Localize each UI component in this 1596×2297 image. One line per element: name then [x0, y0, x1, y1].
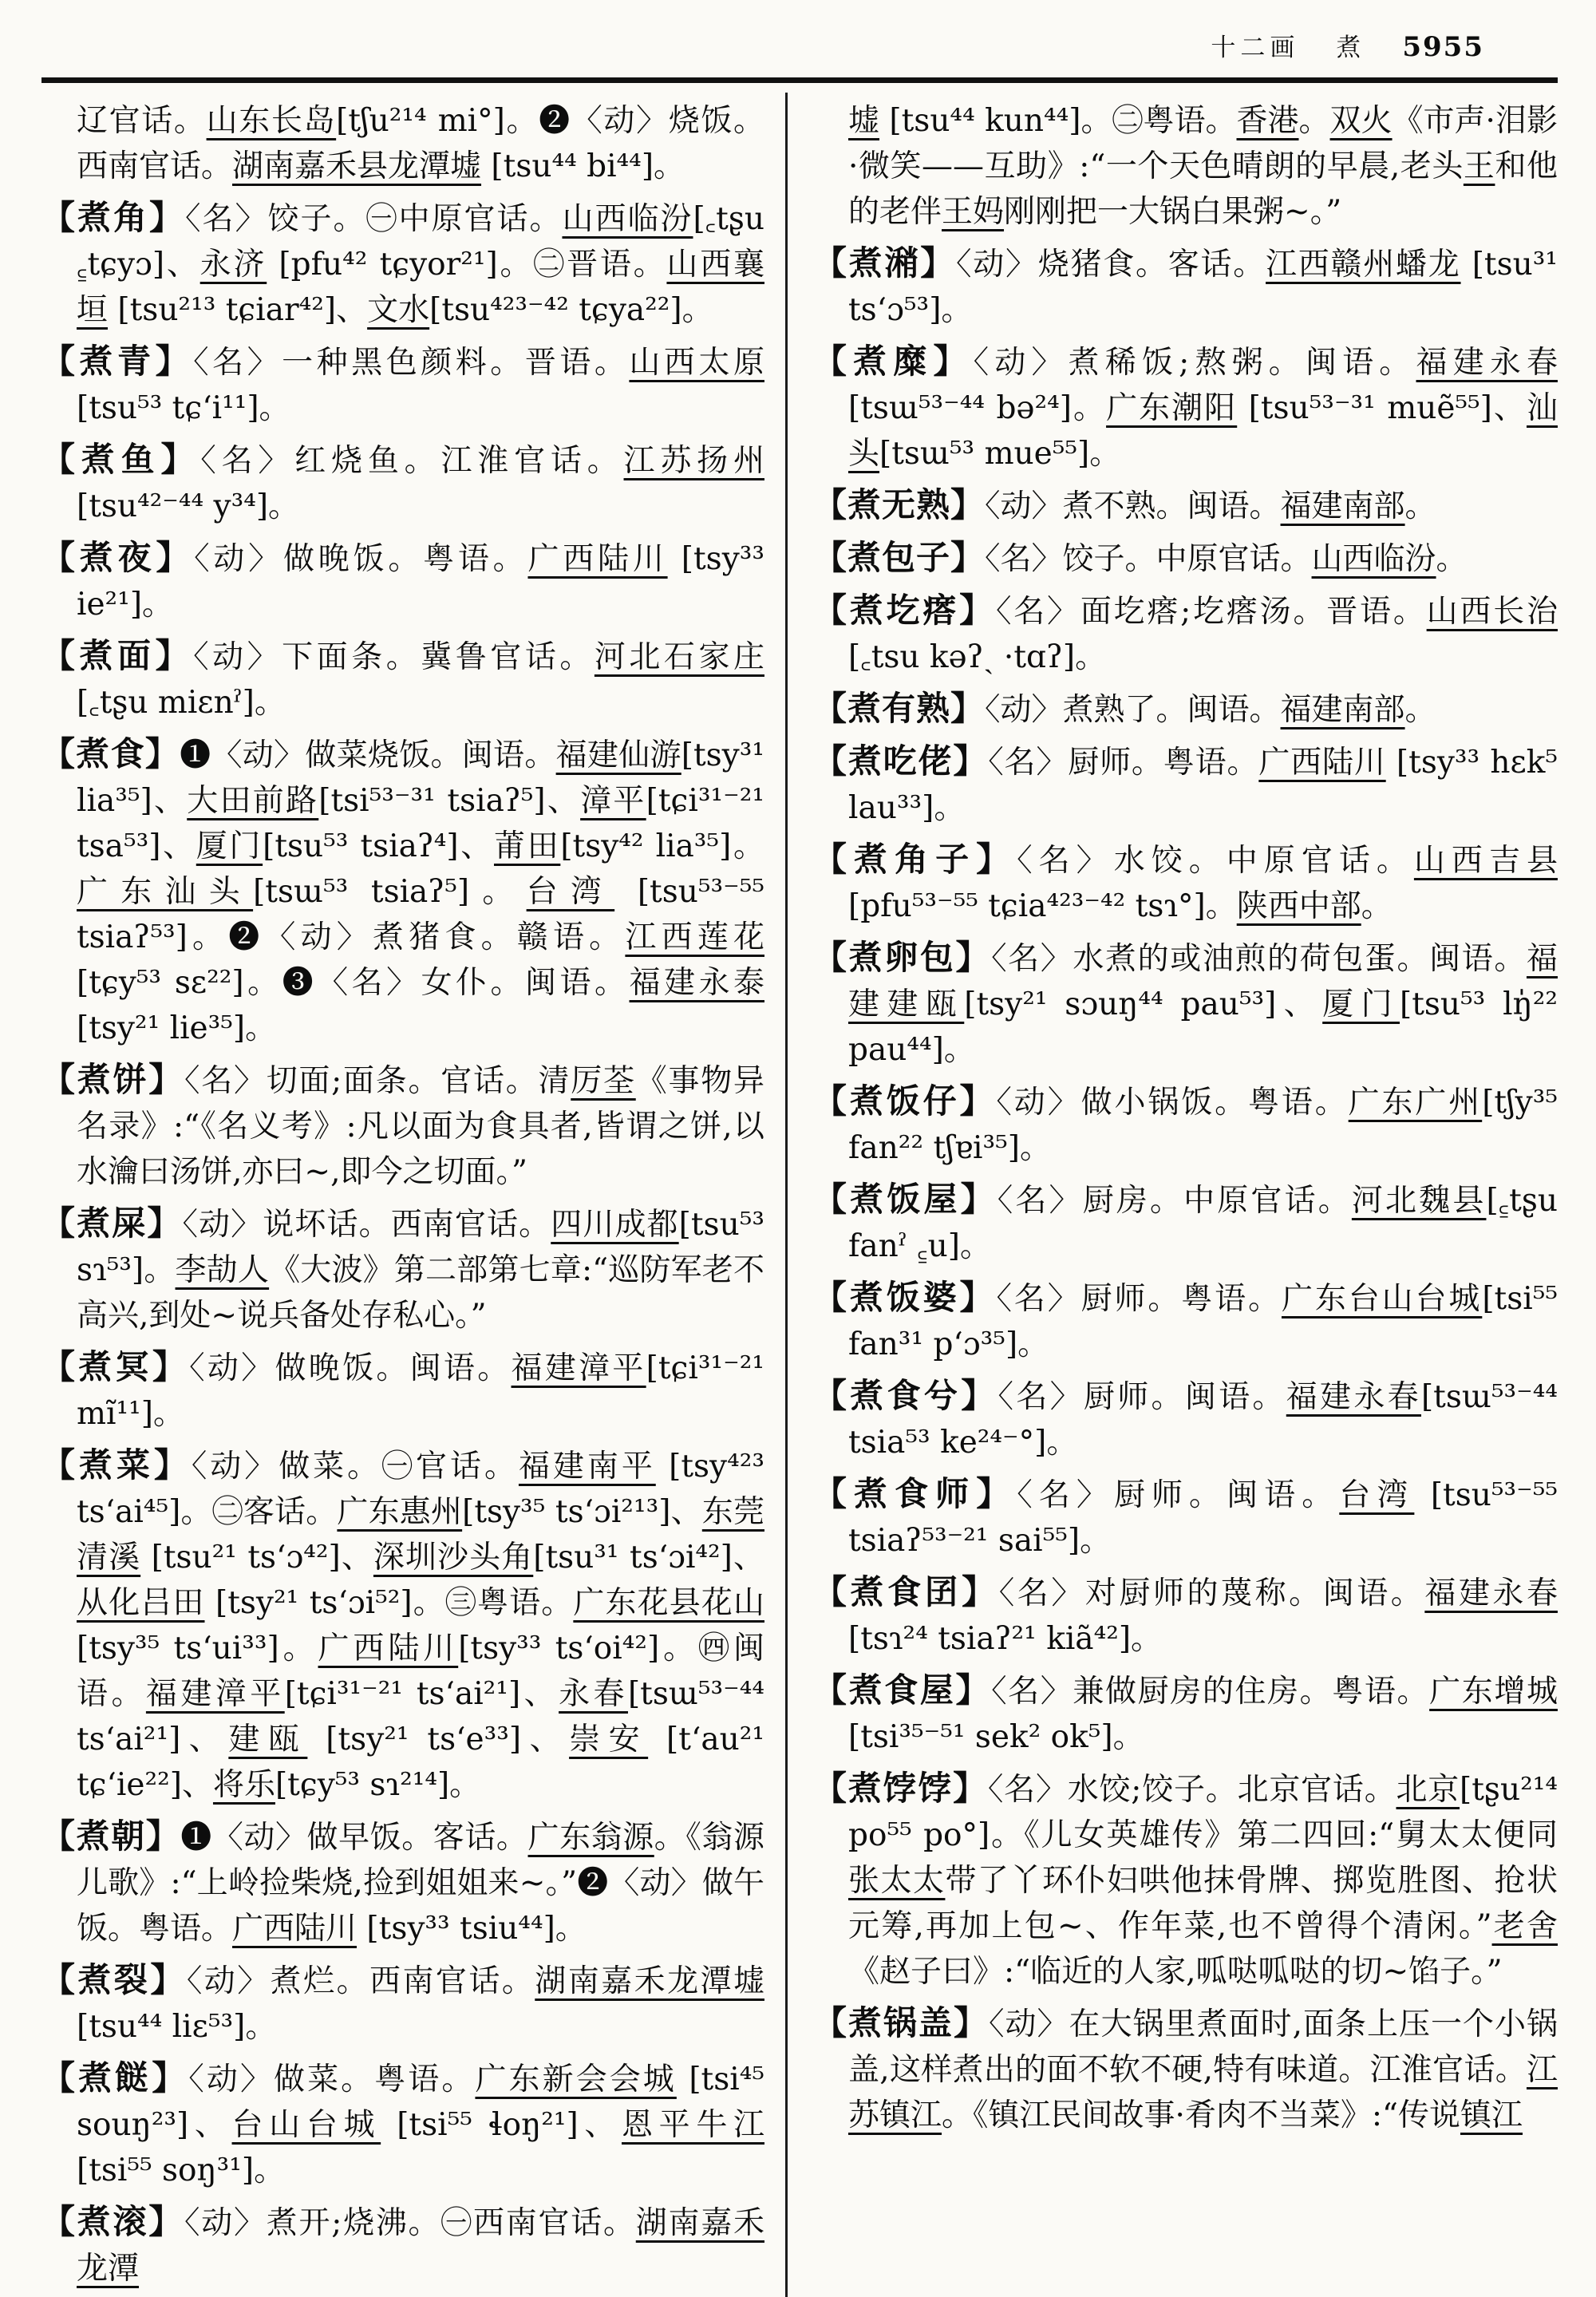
proper-noun-underlined: 东莞清溪: [77, 1494, 764, 1575]
entry-headword: 【煮冥】: [41, 1347, 190, 1386]
proper-noun-underlined: 湖南嘉禾龙潭墟: [535, 1963, 764, 1999]
proper-noun-underlined: 将乐: [212, 1767, 275, 1803]
entry-text: [tsy³⁵ ts‘ɔi²¹³]、: [462, 1494, 702, 1530]
entry-text: [tɕi³¹⁻²¹ ts‘ai²¹]、: [284, 1676, 559, 1712]
proper-noun-underlined: 北京: [1396, 1772, 1460, 1808]
proper-noun-underlined: 山西太原: [629, 345, 764, 381]
entry-text: 〈动〉煮不熟。闽语。: [985, 488, 1281, 524]
entry-headword: 【煮角】: [41, 198, 185, 237]
proper-noun-underlined: 厉荃: [571, 1063, 636, 1099]
dict-entry: [41, 2199, 764, 2291]
entry-text: [tsu²¹³ tɕiar⁴²]、: [108, 292, 368, 328]
entry-headword: 【煮饭仔】: [813, 1081, 997, 1121]
proper-noun-underlined: 福建南部: [1280, 488, 1405, 524]
entry-headword: 【煮面】: [41, 636, 194, 675]
dict-entry: [813, 1176, 1558, 1269]
dict-entry: [813, 686, 1558, 733]
proper-noun-underlined: 河北石家庄: [594, 639, 764, 675]
proper-noun-underlined: 广东潮阳: [1106, 390, 1238, 426]
dict-entry: [813, 338, 1558, 476]
proper-noun-underlined: 双火: [1329, 103, 1393, 139]
entry-text: [tsɯ⁵³ tsiaʔ⁵]。: [253, 874, 527, 910]
entry-text: 〈名〉厨师。粤语。: [988, 745, 1259, 781]
entry-text: 《市声·泪影·微笑——互助》:“一个天色晴朗的早晨,老头: [848, 103, 1558, 184]
entry-text: [꜀tsu kəʔˏ ·tɑʔ]。: [848, 639, 1107, 675]
entry-headword: 【煮餸】: [41, 2058, 189, 2097]
proper-noun-underlined: 广东汕头: [77, 874, 254, 910]
entry-text: [tsu⁵³⁻⁵⁵ tsiaʔ⁵³]。❷〈动〉煮猪食。赣语。: [77, 874, 764, 955]
entry-headword: 【煮菜】: [41, 1445, 192, 1485]
dict-entry: [41, 1957, 764, 2050]
dict-entry: [813, 935, 1558, 1073]
entry-text: 〈动〉煮烂。西南官话。: [186, 1963, 535, 1999]
entry-text: 〈动〉做小锅饭。粤语。: [996, 1085, 1349, 1121]
entry-text: 。《翁源儿歌》:“上岭捡柴烧,捡到姐姐来~。”❷〈动〉做午饭。粤语。: [77, 1820, 764, 1947]
dict-entry: [41, 338, 764, 431]
entry-text: 〈动〉煮开;烧沸。㊀西南官话。: [184, 2205, 636, 2241]
entry-headword: 【煮朝】: [41, 1817, 181, 1856]
entry-text: 。《镇江民间故事·肴肉不当菜》:“传说: [942, 2097, 1460, 2133]
proper-noun-underlined: 四川成都: [551, 1207, 679, 1243]
continued-entry: [813, 98, 1558, 235]
entry-text: [tsi³⁵⁻⁵¹ sek² ok⁵]。: [848, 1719, 1144, 1755]
dict-entry: [813, 1667, 1558, 1760]
entry-headword: 【煮饭婆】: [813, 1278, 997, 1317]
entry-text: 〈名〉兼做厨房的住房。粤语。: [991, 1674, 1430, 1710]
entry-text: [tsy²¹ ts‘e³³]、: [307, 1722, 570, 1757]
entry-headword: 【煮鱼】: [41, 440, 201, 479]
proper-noun-underlined: 江西莲花: [625, 919, 764, 955]
entry-headword: 【煮无熟】: [813, 485, 986, 524]
entry-text: [tsɯ⁵³⁻⁴⁴ tsia⁵³ ke²⁴⁻°]。: [848, 1379, 1558, 1461]
proper-noun-underlined: 广西陆川: [1258, 745, 1386, 781]
entry-text: 〈名〉饺子。中原官话。: [985, 541, 1312, 577]
proper-noun-underlined: 湖南嘉禾县龙潭墟: [232, 148, 482, 184]
entry-text: 〈名〉厨师。粤语。: [996, 1281, 1282, 1317]
dict-entry: [41, 1442, 764, 1808]
proper-noun-underlined: 广东惠州: [337, 1494, 463, 1530]
dict-entry: [813, 1275, 1558, 1367]
proper-noun-underlined: 江苏扬州: [623, 443, 764, 479]
entry-headword: 【煮包子】: [813, 538, 986, 577]
proper-noun-underlined: 厦门: [1322, 986, 1400, 1022]
entry-headword: 【煮滚】: [41, 2202, 184, 2241]
entry-text: [tsy²¹ sɔuŋ⁴⁴ pau⁵³]、: [964, 986, 1323, 1022]
proper-noun-underlined: 台山台城: [231, 2107, 381, 2143]
proper-noun-underlined: 江西赣州蟠龙: [1266, 247, 1461, 283]
entry-text: 〈名〉对厨师的蔑称。闽语。: [998, 1575, 1425, 1611]
entry-text: 。: [1361, 888, 1393, 924]
proper-noun-underlined: 福建仙游: [555, 737, 681, 773]
entry-text: 《大波》第二部第七章:“巡防军老不高兴,到处~说兵备处存私心。”: [77, 1252, 764, 1334]
entry-text: [tsu⁵³⁻⁵⁵ tsiaʔ⁵³⁻²¹ sai⁵⁵]。: [848, 1477, 1558, 1559]
entry-text: [tsu⁵³ tɕ‘i¹¹]。: [77, 390, 290, 426]
entry-text: [tɕy⁵³ sɛ²²]。❸〈名〉女仆。闽语。: [77, 965, 630, 1001]
dict-entry: [41, 1813, 764, 1951]
entry-text: 〈动〉做菜。粤语。: [188, 2062, 476, 2097]
entry-headword: 【煮食兮】: [813, 1376, 998, 1415]
entry-headword: 【煮潲】: [813, 243, 957, 283]
entry-text: [tsu⁴²⁻⁴⁴ y³⁴]。: [77, 488, 300, 524]
proper-noun-underlined: 广东翁源: [527, 1820, 654, 1856]
entry-text: [tsy³³ hɛk⁵ lau³³]。: [848, 745, 1558, 826]
proper-noun-underlined: 香港: [1236, 103, 1299, 139]
dict-entry: [813, 1569, 1558, 1662]
entry-text: 〈名〉水饺。中原官话。: [1017, 843, 1414, 879]
entry-text: [tsu⁴⁴ bi⁴⁴]。: [481, 148, 685, 184]
proper-noun-underlined: 莆田: [493, 828, 561, 864]
dict-entry: [41, 437, 764, 529]
dict-entry: [41, 1057, 764, 1195]
entry-headword: 【煮食屋】: [813, 1670, 992, 1710]
dict-entry: [41, 731, 764, 1051]
entry-text: 〈名〉厨师。闽语。: [1017, 1477, 1340, 1513]
proper-noun-underlined: 山西襄垣: [77, 247, 764, 328]
entry-text: [tsɯ⁵³⁻⁴⁴ ts‘ai²¹]、: [77, 1676, 764, 1757]
entry-text: [꜀tʂu miɛnˀ]。: [77, 685, 286, 721]
entry-headword: 【煮夜】: [41, 538, 195, 577]
proper-noun-underlined: 张太太: [848, 1863, 946, 1899]
entry-headword: 【煮饼】: [41, 1060, 184, 1099]
dict-entry: [41, 1344, 764, 1437]
dict-entry: [41, 195, 764, 333]
entry-text: [tsɯ⁵³ mue⁵⁵]。: [879, 436, 1121, 472]
dict-entry: [813, 2000, 1558, 2138]
entry-headword: 【煮食囝】: [813, 1572, 999, 1611]
entry-text: [tsɿ²⁴ tsiaʔ²¹ kiã⁴²]。: [848, 1621, 1163, 1657]
proper-noun-underlined: 河北魏县: [1351, 1183, 1487, 1219]
entry-text: 〈名〉饺子。㊀中原官话。: [185, 201, 563, 237]
proper-noun-underlined: 广东花县花山: [573, 1585, 764, 1621]
entry-text: [tsy⁴²³ ts‘ai⁴⁵]。㊁客话。: [77, 1449, 764, 1530]
entry-text: 〈名〉水煮的或油煎的荷包蛋。闽语。: [991, 941, 1527, 977]
header-head-character: 煮: [1336, 34, 1366, 62]
proper-noun-underlined: 山西长治: [1426, 594, 1558, 630]
entry-text: [tsy³³ tsiu⁴⁴]。: [357, 1911, 587, 1947]
entry-text: 〈名〉厨师。闽语。: [998, 1379, 1286, 1415]
header-rule: [41, 77, 1558, 83]
entry-text: 带了丫环仆妇哄他抹骨牌、掷览胜图、抢状元筹,再加上包~、作年菜,也不曾得个清闲。”: [848, 1863, 1558, 1944]
proper-noun-underlined: 广东新会会城: [475, 2062, 677, 2097]
proper-noun-underlined: 墟: [848, 103, 880, 139]
proper-noun-underlined: 大田前路: [187, 783, 319, 819]
entry-headword: 【煮食】: [41, 734, 180, 773]
entry-text: 和他的老伴: [848, 148, 1558, 230]
dict-entry: [813, 1078, 1558, 1171]
entry-text: [tsi⁵⁵ soŋ³¹]。: [77, 2153, 286, 2188]
entry-text: [tsi⁴⁵ souŋ²³]、: [77, 2062, 764, 2143]
proper-noun-underlined: 广东台山台城: [1281, 1281, 1483, 1317]
dict-entry: [41, 633, 764, 725]
entry-text: [꜁tʂu fanˀ ꜁u]。: [848, 1183, 1558, 1264]
proper-noun-underlined: 福建建瓯: [848, 941, 1558, 1022]
entry-text: [tɕy⁵³ sɿ²¹⁴]。: [275, 1767, 481, 1803]
entry-text: [tsi⁵³⁻³¹ tsiaʔ⁵]、: [318, 783, 581, 819]
header-stroke-section: 十二画: [1211, 34, 1300, 62]
entry-text: [tsu⁴⁴ kun⁴⁴]。㊁粤语。: [879, 103, 1237, 139]
proper-noun-underlined: 江苏镇江: [848, 2052, 1558, 2133]
entry-text: [tsy⁴² lia³⁵]。: [560, 828, 764, 864]
entry-headword: 【煮卵包】: [813, 938, 992, 977]
entry-text: [tsy³³ ie²¹]。: [77, 541, 764, 623]
proper-noun-underlined: 镇江: [1460, 2097, 1523, 2133]
dict-entry: [813, 535, 1558, 582]
entry-text: [tsu⁵³ lŋ̍²² pau⁴⁴]。: [848, 986, 1558, 1068]
proper-noun-underlined: 台湾: [526, 874, 615, 910]
page-number: 5955: [1402, 31, 1484, 63]
entry-text: [tsu⁵³ sɿ⁵³]。: [77, 1207, 764, 1288]
proper-noun-underlined: 福建永春: [1424, 1575, 1558, 1611]
entry-text: 《事物异名录》:“《名义考》:凡以面为食具者,皆谓之饼,以水瀹曰汤饼,亦曰~,即今之切面。”: [77, 1063, 764, 1190]
dict-entry: [41, 2055, 764, 2193]
entry-headword: 【煮屎】: [41, 1204, 183, 1243]
proper-noun-underlined: 山西临汾: [1311, 541, 1436, 577]
right-column: [785, 93, 1558, 2297]
proper-noun-underlined: 王妈: [942, 194, 1005, 230]
proper-noun-underlined: 从化吕田: [77, 1585, 205, 1621]
dict-entry: [813, 836, 1558, 929]
entry-text: 〈动〉煮熟了。闽语。: [985, 692, 1281, 728]
entry-text: 。: [1404, 692, 1436, 728]
proper-noun-underlined: 福建永春: [1416, 345, 1558, 381]
proper-noun-underlined: 王: [1463, 148, 1495, 184]
entry-text: 〈动〉说坏话。西南官话。: [182, 1207, 551, 1243]
entry-text: ❶〈动〉做早饭。客话。: [180, 1820, 528, 1856]
proper-noun-underlined: 山西吉县: [1413, 843, 1558, 879]
proper-noun-underlined: 文水: [367, 292, 430, 328]
entry-headword: 【煮糜】: [813, 342, 974, 381]
entry-text: 〈动〉做晚饭。粤语。: [194, 541, 528, 577]
entry-text: 〈名〉面圪瘩;圪瘩汤。晋语。: [995, 594, 1427, 630]
entry-text: 〈名〉切面;面条。官话。清: [184, 1063, 571, 1099]
proper-noun-underlined: 福建南平: [518, 1449, 656, 1485]
entry-text: [tsu⁴⁴ liɛ⁵³]。: [77, 2009, 277, 2045]
proper-noun-underlined: 老舍: [1491, 1908, 1558, 1944]
proper-noun-underlined: 汕头: [848, 390, 1558, 472]
proper-noun-underlined: 广西陆川: [527, 541, 668, 577]
entry-text: [tsu³¹ ts‘ɔi⁴²]、: [533, 1540, 764, 1575]
entry-text: [tsi⁵⁵ ɬoŋ²¹]、: [381, 2107, 622, 2143]
proper-noun-underlined: 福建南部: [1280, 692, 1405, 728]
entry-text: [tsu⁵³⁻³¹ muẽ⁵⁵]、: [1237, 390, 1527, 426]
entry-text: 辽官话。: [77, 103, 207, 139]
page-header: [41, 27, 1558, 63]
entry-text: [tsu⁴²³⁻⁴² tɕya²²]。: [429, 292, 713, 328]
dict-entry: [41, 535, 764, 627]
entry-text: 《赵子曰》:“临近的人家,呱哒呱哒的切~馅子。”: [848, 1954, 1503, 1990]
entry-text: [tsi⁵⁵ fan³¹ p‘ɔ³⁵]。: [848, 1281, 1558, 1362]
entry-headword: 【煮食师】: [813, 1474, 1017, 1513]
entry-headword: 【煮饽饽】: [813, 1769, 988, 1808]
entry-text: [t‘au²¹ tɕ‘ie²²]、: [77, 1722, 764, 1803]
entry-headword: 【煮有熟】: [813, 689, 986, 728]
entry-text: [tsu⁵³ tsiaʔ⁴]、: [263, 828, 494, 864]
entry-text: [꜀tʂu ꜁tɕyɔ]、: [77, 201, 764, 283]
proper-noun-underlined: 崇安: [569, 1722, 649, 1757]
proper-noun-underlined: 广东广州: [1348, 1085, 1483, 1121]
proper-noun-underlined: 广西陆川: [232, 1911, 358, 1947]
entry-headword: 【煮青】: [41, 342, 194, 381]
entry-text: 〈名〉红烧鱼。江淮官话。: [200, 443, 624, 479]
left-column: [41, 93, 785, 2297]
proper-noun-underlined: 福建永泰: [629, 965, 764, 1001]
entry-text: 。: [1298, 103, 1330, 139]
proper-noun-underlined: 福建漳平: [145, 1676, 285, 1712]
dict-entry: [813, 1373, 1558, 1465]
entry-text: 〈动〉在大锅里煮面时,面条上压一个小锅盖,这样煮出的面不软不硬,特有味道。江淮官话。: [848, 2006, 1558, 2088]
proper-noun-underlined: 台湾: [1339, 1477, 1415, 1513]
entry-text: [tsu³¹ ts‘ɔ⁵³]。: [848, 247, 1558, 328]
proper-noun-underlined: 永春: [559, 1676, 628, 1712]
text-columns: [41, 93, 1558, 2297]
entry-text: 刚刚把一大锅白果粥~。”: [1004, 194, 1342, 230]
entry-headword: 【煮吃佬】: [813, 741, 989, 781]
entry-headword: 【煮裂】: [41, 1960, 187, 1999]
entry-text: ❶〈动〉做菜烧饭。闽语。: [180, 737, 556, 773]
proper-noun-underlined: 广东增城: [1429, 1674, 1558, 1710]
entry-text: [pfu⁵³⁻⁵⁵ tɕia⁴²³⁻⁴² tsɿ°]。: [848, 888, 1237, 924]
dict-entry: [813, 482, 1558, 529]
entry-text: [tsy³¹ lia³⁵]、: [77, 737, 764, 819]
proper-noun-underlined: 广西陆川: [318, 1631, 459, 1666]
entry-text: [tʂu²¹⁴ po⁵⁵ po°]。《儿女英雄传》第二四回:“舅太太便同: [848, 1772, 1558, 1853]
dict-entry: [41, 1200, 764, 1338]
entry-text: [tsy³⁵ ts‘ui³³]。: [77, 1631, 318, 1666]
proper-noun-underlined: 建瓯: [228, 1722, 308, 1757]
entry-text: [tʃu²¹⁴ mi°]。❷〈动〉烧饭。西南官话。: [77, 103, 764, 184]
continued-entry: [41, 98, 764, 189]
entry-text: [tsy²¹ ts‘ɔi⁵²]。㊂粤语。: [204, 1585, 574, 1621]
entry-text: 〈动〉做菜。㊀官话。: [191, 1449, 519, 1485]
entry-text: [pfu⁴² tɕyor²¹]。㊁晋语。: [267, 247, 667, 283]
entry-text: 〈动〉烧猪食。客话。: [956, 247, 1266, 283]
entry-text: 〈动〉做晚饭。闽语。: [189, 1350, 512, 1386]
proper-noun-underlined: 厦门: [196, 828, 263, 864]
entry-text: [tʃy³⁵ fan²² tʃɐi³⁵]。: [848, 1085, 1558, 1166]
dict-entry: [813, 240, 1558, 333]
proper-noun-underlined: 深圳沙头角: [373, 1540, 534, 1575]
entry-text: 〈动〉煮稀饭;熬粥。闽语。: [973, 345, 1416, 381]
entry-text: 。: [1436, 541, 1468, 577]
entry-text: [tsy²¹ lie³⁵]。: [77, 1010, 277, 1046]
entry-headword: 【煮锅盖】: [813, 2003, 990, 2042]
proper-noun-underlined: 李劼人: [175, 1252, 270, 1288]
entry-text: 〈名〉厨房。中原官话。: [997, 1183, 1352, 1219]
proper-noun-underlined: 山西临汾: [562, 201, 693, 237]
entry-headword: 【煮圪瘩】: [813, 591, 996, 630]
proper-noun-underlined: 湖南嘉禾龙潭: [77, 2205, 764, 2287]
entry-text: 〈动〉下面条。冀鲁官话。: [193, 639, 595, 675]
dict-entry: [813, 1765, 1558, 1995]
entry-text: 。: [1404, 488, 1436, 524]
proper-noun-underlined: 陕西中部: [1236, 888, 1361, 924]
entry-headword: 【煮角子】: [813, 840, 1017, 879]
proper-noun-underlined: 福建漳平: [511, 1350, 646, 1386]
entry-text: [tsy³³ ts‘oi⁴²]。㊃闽语。: [77, 1631, 764, 1712]
dict-entry: [813, 738, 1558, 831]
dict-entry: [813, 587, 1558, 680]
proper-noun-underlined: 永济: [200, 247, 267, 283]
proper-noun-underlined: 漳平: [580, 783, 646, 819]
entry-text: 〈名〉一种黑色颜料。晋语。: [193, 345, 630, 381]
proper-noun-underlined: 福建永春: [1286, 1379, 1421, 1415]
proper-noun-underlined: 恩平牛江: [622, 2107, 764, 2143]
entry-text: 〈名〉水饺;饺子。北京官话。: [987, 1772, 1396, 1808]
entry-headword: 【煮饭屋】: [813, 1180, 998, 1219]
proper-noun-underlined: 山东长岛: [206, 103, 337, 139]
entry-text: [tsɯ⁵³⁻⁴⁴ bə²⁴]。: [848, 390, 1107, 426]
entry-text: [tɕi³¹⁻²¹ mĩ¹¹]。: [77, 1350, 764, 1432]
dict-entry: [813, 1471, 1558, 1564]
entry-text: [tɕi³¹⁻²¹ tsa⁵³]、: [77, 783, 764, 864]
entry-text: [tsu²¹ ts‘ɔ⁴²]、: [140, 1540, 373, 1575]
